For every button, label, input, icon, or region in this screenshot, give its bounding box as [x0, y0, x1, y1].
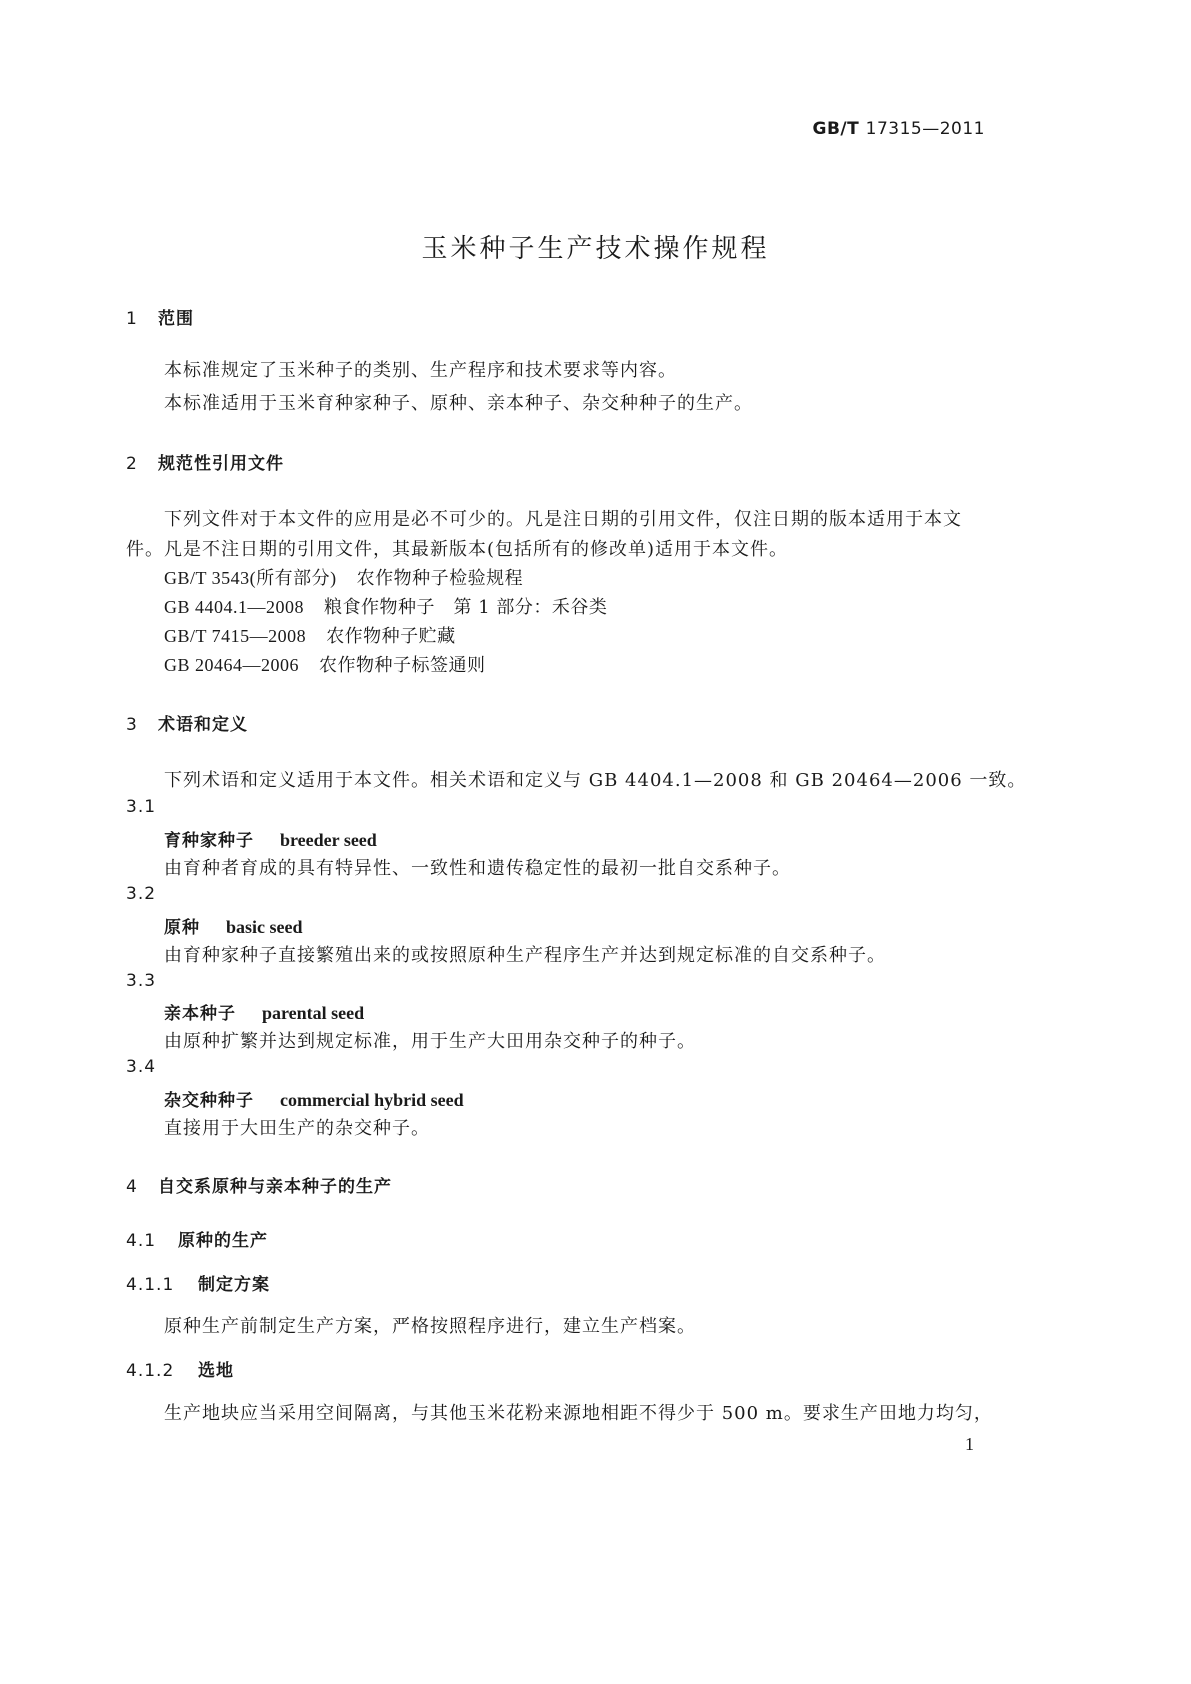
reference-code: GB 20464—2006 — [164, 655, 300, 675]
section-title: 规范性引用文件 — [158, 454, 284, 474]
reference-code: GB/T 7415—2008 — [164, 626, 307, 646]
section-number: 2 — [126, 454, 138, 474]
paragraph: 件。凡是不注日期的引用文件，其最新版本(包括所有的修改单)适用于本文件。 — [126, 539, 789, 560]
reference-item — [164, 651, 486, 677]
term-heading — [164, 999, 364, 1024]
paragraph: 下列文件对于本文件的应用是必不可少的。凡是注日期的引用文件，仅注日期的版本适用于本文 — [164, 509, 962, 530]
term-number: 3.1 — [126, 797, 157, 817]
term-definition: 由育种者育成的具有特异性、一致性和遗传稳定性的最初一批自交系种子。 — [164, 858, 791, 879]
standard-prefix: GB/T — [812, 119, 860, 139]
term-definition: 由育种家种子直接繁殖出来的或按照原种生产程序生产并达到规定标准的自交系种子。 — [164, 945, 886, 966]
subsection-number: 4.1 — [126, 1231, 157, 1251]
term-zh: 原种 — [164, 918, 200, 938]
subsection-title: 选地 — [198, 1361, 234, 1381]
reference-title: 粮食作物种子 第 1 部分：禾谷类 — [324, 597, 608, 618]
standard-code: 17315—2011 — [865, 119, 985, 139]
term-en: commercial hybrid seed — [280, 1090, 464, 1110]
section-title: 范围 — [158, 309, 194, 329]
term-zh: 亲本种子 — [164, 1004, 236, 1024]
term-en: parental seed — [262, 1003, 365, 1023]
subsection-4-1-1-heading — [126, 1270, 270, 1295]
page-number: 1 — [965, 1434, 974, 1454]
subsection-4-1-heading — [126, 1226, 268, 1251]
reference-title: 农作物种子贮藏 — [326, 626, 456, 647]
section-number: 4 — [126, 1177, 138, 1197]
term-heading — [164, 913, 303, 938]
term-number: 3.2 — [126, 884, 157, 904]
term-definition: 直接用于大田生产的杂交种子。 — [164, 1118, 430, 1139]
term-en: basic seed — [226, 917, 303, 937]
term-zh: 育种家种子 — [164, 831, 254, 851]
document-title: 玉米种子生产技术操作规程 — [421, 234, 770, 264]
subsection-title: 原种的生产 — [178, 1231, 268, 1251]
section-4-heading — [126, 1172, 392, 1197]
paragraph: 下列术语和定义适用于本文件。相关术语和定义与 GB 4404.1—2008 和 GB 20464—2006 一致。 — [164, 770, 1027, 791]
section-number: 3 — [126, 715, 138, 735]
term-en: breeder seed — [280, 830, 377, 850]
section-3-heading — [126, 710, 248, 735]
paragraph: 生产地块应当采用空间隔离，与其他玉米花粉来源地相距不得少于 500 m。要求生产田地力均匀， — [164, 1403, 993, 1424]
subsection-title: 制定方案 — [198, 1275, 270, 1295]
term-zh: 杂交种种子 — [164, 1091, 254, 1111]
reference-item — [164, 593, 607, 619]
reference-code: GB/T 3543(所有部分) — [164, 568, 337, 588]
reference-code: GB 4404.1—2008 — [164, 597, 305, 617]
section-title: 术语和定义 — [158, 715, 248, 735]
section-number: 1 — [126, 309, 138, 329]
reference-title: 农作物种子检验规程 — [356, 568, 524, 589]
paragraph: 本标准规定了玉米种子的类别、生产程序和技术要求等内容。 — [164, 360, 677, 381]
term-number: 3.4 — [126, 1057, 157, 1077]
reference-item — [164, 622, 456, 648]
reference-title: 农作物种子标签通则 — [319, 655, 486, 676]
term-heading — [164, 826, 377, 851]
standard-number — [813, 119, 985, 139]
subsection-4-1-2-heading — [126, 1356, 234, 1381]
paragraph: 原种生产前制定生产方案，严格按照程序进行，建立生产档案。 — [164, 1316, 696, 1337]
subsection-number: 4.1.2 — [126, 1361, 175, 1381]
section-2-heading — [126, 449, 284, 474]
reference-item — [164, 564, 523, 590]
term-heading — [164, 1086, 464, 1111]
paragraph: 本标准适用于玉米育种家种子、原种、亲本种子、杂交种种子的生产。 — [164, 393, 753, 414]
section-1-heading — [126, 304, 194, 329]
term-definition: 由原种扩繁并达到规定标准，用于生产大田用杂交种子的种子。 — [164, 1031, 696, 1052]
section-title: 自交系原种与亲本种子的生产 — [158, 1177, 392, 1197]
subsection-number: 4.1.1 — [126, 1275, 175, 1295]
term-number: 3.3 — [126, 971, 157, 991]
